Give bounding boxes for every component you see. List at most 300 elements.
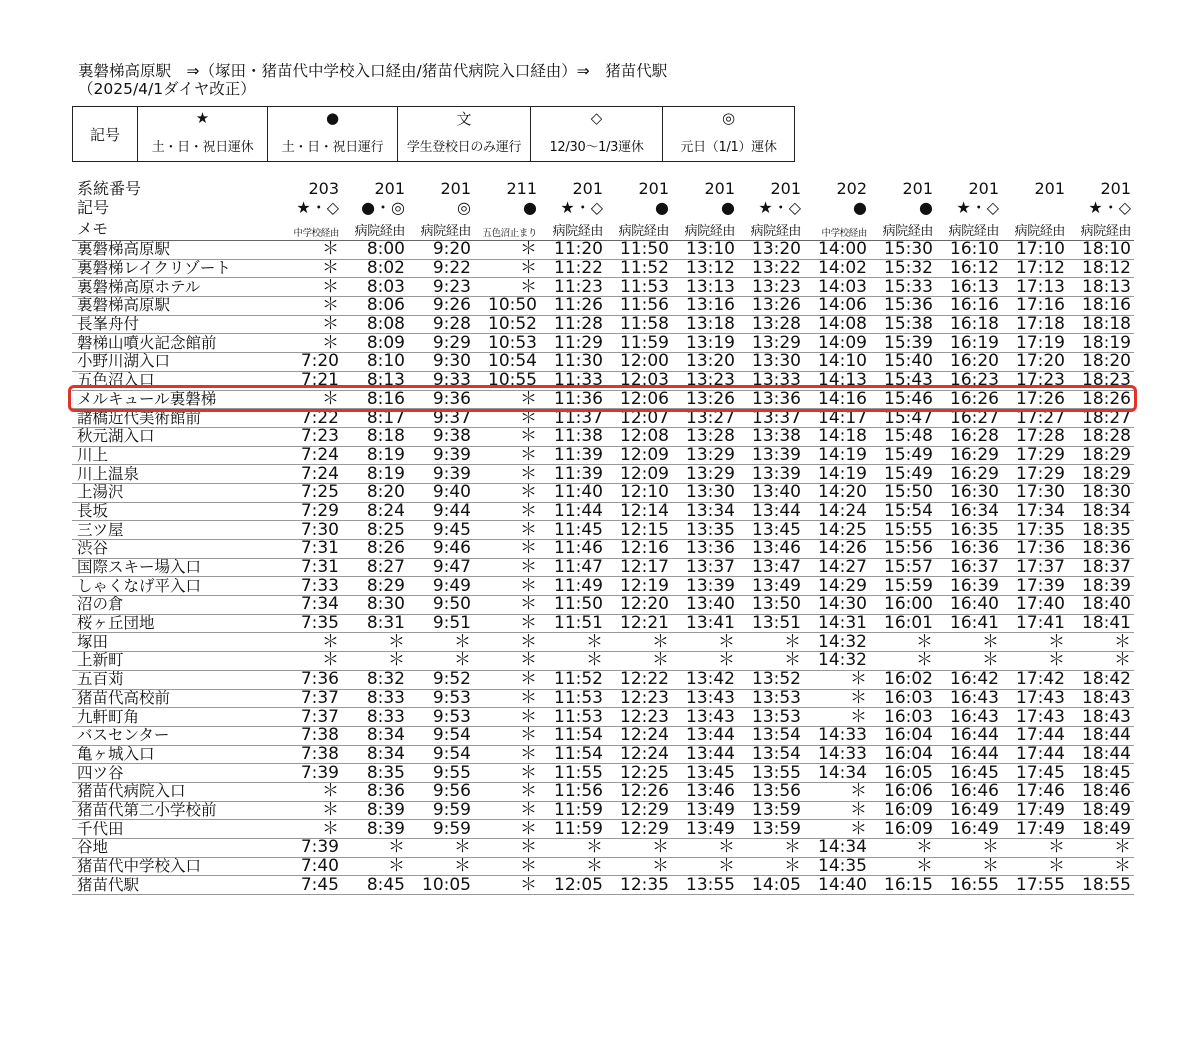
time-cell: 16:19 (936, 334, 1002, 353)
time-cell: 18:55 (1068, 876, 1134, 895)
table-row-label: 長坂 (72, 502, 276, 521)
time-cell: 18:27 (1068, 409, 1134, 428)
time-cell: 17:20 (1002, 353, 1068, 372)
table-row-label: 猪苗代病院入口 (72, 782, 276, 801)
time-cell: ＊ (408, 857, 474, 876)
time-cell: 12:16 (606, 540, 672, 559)
time-cell: 18:13 (1068, 278, 1134, 297)
time-cell: ＊ (738, 633, 804, 652)
time-cell: 9:20 (408, 241, 474, 260)
time-cell: 16:37 (936, 558, 1002, 577)
time-cell: 16:30 (936, 483, 1002, 502)
time-cell: 18:34 (1068, 502, 1134, 521)
time-cell: 16:09 (870, 820, 936, 839)
memo-cell: 病院経由 (408, 217, 474, 241)
time-cell: 15:59 (870, 577, 936, 596)
time-cell: 11:54 (540, 726, 606, 745)
time-cell: ＊ (276, 241, 342, 260)
time-cell: 9:30 (408, 353, 474, 372)
time-cell: 17:37 (1002, 558, 1068, 577)
time-cell: 8:35 (342, 764, 408, 783)
memo-cell: 病院経由 (672, 217, 738, 241)
time-cell: ＊ (474, 409, 540, 428)
time-cell: ＊ (606, 839, 672, 858)
time-cell: 13:44 (672, 745, 738, 764)
time-cell: 13:49 (672, 801, 738, 820)
time-cell: 16:49 (936, 801, 1002, 820)
time-cell: 14:18 (804, 427, 870, 446)
time-cell: 15:43 (870, 371, 936, 390)
time-cell: 15:39 (870, 334, 936, 353)
time-cell: ＊ (342, 857, 408, 876)
time-cell: 14:00 (804, 241, 870, 260)
route-number-cell: 201 (1034, 180, 1065, 199)
route-number-cell: 203 (308, 180, 339, 199)
legend-desc: 12/30〜1/3運休 (531, 130, 663, 162)
time-cell: 13:55 (738, 764, 804, 783)
time-cell: 12:22 (606, 670, 672, 689)
time-cell: 13:20 (738, 241, 804, 260)
time-cell: 14:13 (804, 371, 870, 390)
time-cell: ＊ (870, 633, 936, 652)
time-cell: 14:33 (804, 745, 870, 764)
time-cell: 17:30 (1002, 483, 1068, 502)
route-mark-cell (1002, 199, 1068, 218)
time-cell: ＊ (804, 708, 870, 727)
route-number-cell: 211 (506, 180, 537, 199)
table-row-label: 亀ヶ城入口 (72, 745, 276, 764)
time-cell: 7:37 (276, 708, 342, 727)
time-cell: 12:20 (606, 596, 672, 615)
time-cell: 16:42 (936, 670, 1002, 689)
time-cell: 18:49 (1068, 820, 1134, 839)
time-cell: 16:45 (936, 764, 1002, 783)
mark-row-label: 記号 (77, 198, 110, 217)
route-number-cell: 201 (902, 180, 933, 199)
time-cell: 13:26 (672, 390, 738, 409)
memo-cell: 五色沼止まり (474, 217, 540, 241)
time-cell: 15:49 (870, 446, 936, 465)
time-cell: 18:28 (1068, 427, 1134, 446)
route-number-cell: 201 (440, 180, 471, 199)
time-cell: 17:49 (1002, 820, 1068, 839)
time-cell: 8:20 (342, 483, 408, 502)
time-cell: 18:29 (1068, 446, 1134, 465)
time-cell: 9:45 (408, 521, 474, 540)
time-cell: 11:52 (540, 670, 606, 689)
time-cell: 11:55 (540, 764, 606, 783)
time-cell: 12:35 (606, 876, 672, 895)
time-cell: 16:44 (936, 726, 1002, 745)
time-cell: 8:03 (342, 278, 408, 297)
table-row-label: 千代田 (72, 820, 276, 839)
time-cell: ＊ (738, 857, 804, 876)
time-cell: 18:36 (1068, 540, 1134, 559)
time-cell: 11:56 (540, 782, 606, 801)
table-row (72, 259, 1134, 278)
time-cell: 11:49 (540, 577, 606, 596)
time-cell: ＊ (474, 670, 540, 689)
time-cell: 8:33 (342, 708, 408, 727)
time-cell: 18:44 (1068, 726, 1134, 745)
time-cell: ＊ (1002, 857, 1068, 876)
legend-symbol: ● (268, 107, 398, 130)
time-cell: 14:35 (804, 857, 870, 876)
time-cell: 18:35 (1068, 521, 1134, 540)
time-cell: 12:26 (606, 782, 672, 801)
time-cell: 10:05 (408, 876, 474, 895)
time-cell: 8:16 (342, 390, 408, 409)
time-cell: 12:06 (606, 390, 672, 409)
time-cell: 13:22 (738, 259, 804, 278)
time-cell: 8:19 (342, 446, 408, 465)
time-cell: 7:39 (276, 764, 342, 783)
time-cell: 9:50 (408, 596, 474, 615)
table-row (72, 540, 1134, 559)
table-row (72, 278, 1134, 297)
time-cell: 13:49 (672, 820, 738, 839)
time-cell: 13:44 (672, 726, 738, 745)
time-cell: ＊ (1068, 857, 1134, 876)
time-cell: 7:37 (276, 689, 342, 708)
time-cell: 12:10 (606, 483, 672, 502)
time-cell: 13:46 (672, 782, 738, 801)
time-cell: 16:35 (936, 521, 1002, 540)
route-mark-cell: ● (655, 198, 669, 217)
time-cell: 13:20 (672, 353, 738, 372)
route-row (72, 180, 1134, 199)
time-cell: 8:19 (342, 465, 408, 484)
time-cell: 13:37 (738, 409, 804, 428)
time-cell: 13:35 (672, 521, 738, 540)
route-number-cell: 201 (1100, 180, 1131, 199)
time-cell: 18:19 (1068, 334, 1134, 353)
time-cell: 11:50 (606, 241, 672, 260)
route-row-label: 系統番号 (77, 180, 142, 199)
time-cell: 14:33 (804, 726, 870, 745)
time-cell: 16:41 (936, 614, 1002, 633)
timetable (72, 180, 1134, 895)
time-cell: 12:29 (606, 801, 672, 820)
time-cell: ＊ (738, 839, 804, 858)
time-cell: 18:44 (1068, 745, 1134, 764)
time-cell: ＊ (474, 857, 540, 876)
memo-cell: 病院経由 (1002, 217, 1068, 241)
table-row-label: 桜ヶ丘団地 (72, 614, 276, 633)
time-cell: 11:29 (540, 334, 606, 353)
time-cell: 11:44 (540, 502, 606, 521)
time-cell: 11:59 (606, 334, 672, 353)
time-cell: 16:27 (936, 409, 1002, 428)
time-cell: 16:03 (870, 708, 936, 727)
time-cell: ＊ (672, 633, 738, 652)
time-cell: ＊ (408, 839, 474, 858)
time-cell: 9:26 (408, 297, 474, 316)
time-cell: 11:39 (540, 446, 606, 465)
time-cell: ＊ (1068, 633, 1134, 652)
time-cell: 16:49 (936, 820, 1002, 839)
time-cell: 17:28 (1002, 427, 1068, 446)
legend-symbol: ★ (138, 107, 268, 130)
time-cell: 18:18 (1068, 315, 1134, 334)
memo-cell: 病院経由 (1068, 217, 1134, 241)
time-cell: 13:49 (738, 577, 804, 596)
time-cell: 16:29 (936, 465, 1002, 484)
route-mark-cell: ● (919, 198, 933, 217)
table-row (72, 820, 1134, 839)
time-cell: 12:29 (606, 820, 672, 839)
table-row-label: 諸橋近代美術館前 (72, 409, 276, 428)
table-row-label: 沼の倉 (72, 596, 276, 615)
time-cell: 17:45 (1002, 764, 1068, 783)
memo-cell: 中学校経由 (804, 217, 870, 241)
time-cell: 12:09 (606, 446, 672, 465)
time-cell: 16:15 (870, 876, 936, 895)
time-cell: 11:40 (540, 483, 606, 502)
table-row-label: バスセンター (72, 726, 276, 745)
time-cell: ＊ (474, 278, 540, 297)
time-cell: 7:23 (276, 427, 342, 446)
table-row-label: 上新町 (72, 652, 276, 671)
route-number-cell: 202 (836, 180, 867, 199)
memo-row (72, 217, 1134, 241)
time-cell: 12:15 (606, 521, 672, 540)
time-cell: 13:23 (672, 371, 738, 390)
time-cell: 13:29 (738, 334, 804, 353)
time-cell: 11:50 (540, 596, 606, 615)
legend-symbol: ◎ (663, 107, 795, 130)
time-cell: 9:53 (408, 708, 474, 727)
time-cell: 16:43 (936, 689, 1002, 708)
table-row-label: 秋元湖入口 (72, 427, 276, 446)
time-cell: ＊ (474, 427, 540, 446)
time-cell: 10:52 (474, 315, 540, 334)
table-row (72, 876, 1134, 895)
route-number-cell: 201 (638, 180, 669, 199)
time-cell: 12:24 (606, 745, 672, 764)
time-cell: 15:32 (870, 259, 936, 278)
time-cell: 14:05 (738, 876, 804, 895)
route-mark-cell: ◎ (457, 198, 471, 217)
time-cell: 16:46 (936, 782, 1002, 801)
time-cell: ＊ (936, 652, 1002, 671)
time-cell: ＊ (672, 652, 738, 671)
time-cell: 9:33 (408, 371, 474, 390)
time-cell: 11:54 (540, 745, 606, 764)
time-cell: 18:39 (1068, 577, 1134, 596)
time-cell: 18:43 (1068, 689, 1134, 708)
time-cell: 9:36 (408, 390, 474, 409)
table-row (72, 446, 1134, 465)
table-row (72, 652, 1134, 671)
time-cell: ＊ (1002, 652, 1068, 671)
time-cell: 11:56 (606, 297, 672, 316)
time-cell: 8:45 (342, 876, 408, 895)
time-cell: 12:23 (606, 689, 672, 708)
time-cell: 14:08 (804, 315, 870, 334)
memo-cell: 病院経由 (342, 217, 408, 241)
table-row (72, 483, 1134, 502)
time-cell: ＊ (474, 764, 540, 783)
time-cell: ＊ (474, 483, 540, 502)
time-cell: 18:12 (1068, 259, 1134, 278)
time-cell: 17:13 (1002, 278, 1068, 297)
time-cell: 13:52 (738, 670, 804, 689)
time-cell: 14:03 (804, 278, 870, 297)
table-row-label: 磐梯山噴火記念館前 (72, 334, 276, 353)
time-cell: 16:02 (870, 670, 936, 689)
time-cell: 13:33 (738, 371, 804, 390)
time-cell: 13:54 (738, 745, 804, 764)
route-number-cell: 201 (572, 180, 603, 199)
time-cell: 12:14 (606, 502, 672, 521)
time-cell: 9:37 (408, 409, 474, 428)
time-cell: 17:10 (1002, 241, 1068, 260)
memo-row-label: メモ (72, 217, 276, 241)
time-cell: 12:08 (606, 427, 672, 446)
time-cell: ＊ (474, 820, 540, 839)
route-mark-cell: ★・◇ (758, 198, 801, 217)
time-cell: ＊ (474, 726, 540, 745)
time-cell: 15:54 (870, 502, 936, 521)
time-cell: 16:01 (870, 614, 936, 633)
time-cell: 13:47 (738, 558, 804, 577)
time-cell: ＊ (474, 652, 540, 671)
time-cell: ＊ (474, 876, 540, 895)
time-cell: 8:36 (342, 782, 408, 801)
route-mark-cell: ● (721, 198, 735, 217)
table-row (72, 670, 1134, 689)
table-row (72, 241, 1134, 260)
time-cell: 9:54 (408, 745, 474, 764)
time-cell: 16:18 (936, 315, 1002, 334)
table-row (72, 577, 1134, 596)
time-cell: 8:29 (342, 577, 408, 596)
time-cell: 18:41 (1068, 614, 1134, 633)
time-cell: 9:40 (408, 483, 474, 502)
time-cell: 8:02 (342, 259, 408, 278)
time-cell: 12:03 (606, 371, 672, 390)
time-cell: 16:55 (936, 876, 1002, 895)
time-cell: 13:38 (738, 427, 804, 446)
time-cell: 8:26 (342, 540, 408, 559)
time-cell: 11:47 (540, 558, 606, 577)
time-cell: 12:09 (606, 465, 672, 484)
time-cell: 10:53 (474, 334, 540, 353)
table-row (72, 465, 1134, 484)
time-cell: ＊ (1068, 839, 1134, 858)
time-cell: 11:26 (540, 297, 606, 316)
time-cell: 18:10 (1068, 241, 1134, 260)
time-cell: 12:07 (606, 409, 672, 428)
legend-desc: 元日（1/1）運休 (663, 130, 795, 162)
time-cell: 11:45 (540, 521, 606, 540)
time-cell: 13:28 (738, 315, 804, 334)
time-cell: 12:05 (540, 876, 606, 895)
time-cell: ＊ (276, 633, 342, 652)
time-cell: 13:56 (738, 782, 804, 801)
time-cell: 9:23 (408, 278, 474, 297)
table-row-label: 裏磐梯高原駅 (72, 297, 276, 316)
table-row-label: しゃくなげ平入口 (72, 577, 276, 596)
time-cell: 15:55 (870, 521, 936, 540)
table-row (72, 297, 1134, 316)
table-row-label: 四ツ谷 (72, 764, 276, 783)
time-cell: 15:48 (870, 427, 936, 446)
time-cell: 14:16 (804, 390, 870, 409)
time-cell: 16:05 (870, 764, 936, 783)
time-cell: 13:54 (738, 726, 804, 745)
time-cell: ＊ (804, 689, 870, 708)
time-cell: 18:23 (1068, 371, 1134, 390)
time-cell: 16:23 (936, 371, 1002, 390)
time-cell: 18:30 (1068, 483, 1134, 502)
time-cell: ＊ (870, 652, 936, 671)
time-cell: ＊ (672, 857, 738, 876)
time-cell: 13:43 (672, 689, 738, 708)
time-cell: 14:32 (804, 652, 870, 671)
time-cell: 11:59 (540, 820, 606, 839)
time-cell: 7:34 (276, 596, 342, 615)
time-cell: ＊ (474, 839, 540, 858)
time-cell: 9:39 (408, 446, 474, 465)
time-cell: 13:59 (738, 801, 804, 820)
time-cell: 7:29 (276, 502, 342, 521)
time-cell: ＊ (474, 390, 540, 409)
table-row (72, 764, 1134, 783)
table-row (72, 521, 1134, 540)
time-cell: 18:40 (1068, 596, 1134, 615)
table-row (72, 371, 1134, 390)
time-cell: 15:50 (870, 483, 936, 502)
table-row (72, 390, 1134, 409)
time-cell: 16:43 (936, 708, 1002, 727)
time-cell: 14:19 (804, 446, 870, 465)
time-cell: 11:53 (606, 278, 672, 297)
time-cell: 17:43 (1002, 708, 1068, 727)
time-cell: ＊ (936, 857, 1002, 876)
time-cell: 13:44 (738, 502, 804, 521)
legend-desc: 土・日・祝日運休 (138, 130, 268, 162)
time-cell: 8:33 (342, 689, 408, 708)
time-cell: ＊ (474, 596, 540, 615)
time-cell: ＊ (474, 259, 540, 278)
time-cell: ＊ (474, 521, 540, 540)
time-cell: 7:24 (276, 465, 342, 484)
route-mark-cell: ● (853, 198, 867, 217)
time-cell: 7:36 (276, 670, 342, 689)
time-cell: 9:28 (408, 315, 474, 334)
time-cell: 8:34 (342, 726, 408, 745)
memo-cell: 中学校経由 (276, 217, 342, 241)
time-cell: ＊ (276, 390, 342, 409)
time-cell: 16:28 (936, 427, 1002, 446)
time-cell: 7:31 (276, 558, 342, 577)
time-cell: ＊ (540, 652, 606, 671)
time-cell: 7:31 (276, 540, 342, 559)
time-cell: 12:25 (606, 764, 672, 783)
time-cell: 11:52 (606, 259, 672, 278)
table-row (72, 782, 1134, 801)
time-cell: 17:42 (1002, 670, 1068, 689)
route-mark-cell: ★・◇ (1088, 198, 1131, 217)
time-cell: 17:44 (1002, 745, 1068, 764)
table-row-label: 五百苅 (72, 670, 276, 689)
time-cell: 16:09 (870, 801, 936, 820)
legend-symbol: ◇ (531, 107, 663, 130)
time-cell: ＊ (936, 633, 1002, 652)
time-cell: 12:17 (606, 558, 672, 577)
